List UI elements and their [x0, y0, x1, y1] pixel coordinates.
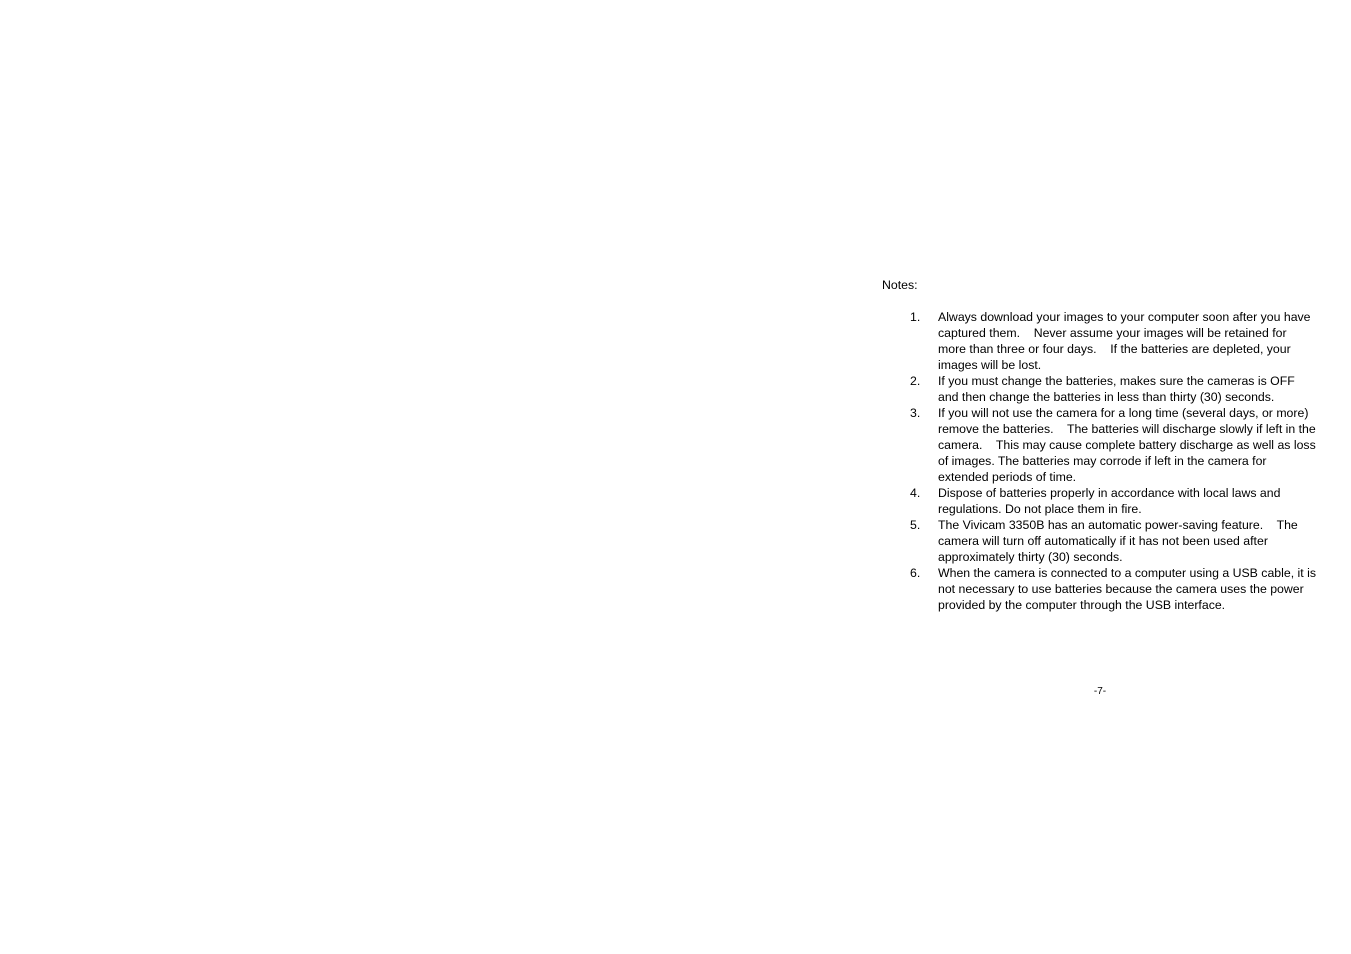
note-text: Always download your images to your computer soon after you have captured them. Never assume your images will be retained for more than three or four days. If the batteries are depleted, your images will be lost. [938, 310, 1314, 372]
note-item-6 [882, 565, 1322, 613]
note-number: 3. [910, 406, 921, 420]
notes-list [882, 309, 1322, 613]
note-text: If you must change the batteries, makes sure the cameras is OFF and then change the batteries in less than thirty (30) seconds. [938, 374, 1299, 404]
note-text: The Vivicam 3350B has an automatic power-saving feature. The camera will turn off automatically if it has not been used after approximately thirty (30) seconds. [938, 518, 1302, 564]
note-item-3 [882, 405, 1322, 485]
note-item-4 [882, 485, 1322, 517]
notes-section [882, 277, 1322, 613]
note-text: If you will not use the camera for a long time (several days, or more) remove the batteries. The batteries will discharge slowly if left in the camera. This may cause complete battery discharge as well as loss of images. The batteries may corrode if left in the camera for extended periods of time. [938, 406, 1320, 484]
note-number: 1. [910, 310, 921, 324]
note-text: Dispose of batteries properly in accordance with local laws and regulations. Do not place them in fire. [938, 486, 1284, 516]
note-number: 6. [910, 566, 921, 580]
note-item-1 [882, 309, 1322, 373]
note-number: 5. [910, 518, 921, 532]
note-number: 2. [910, 374, 921, 388]
notes-heading: Notes: [882, 278, 918, 292]
note-text: When the camera is connected to a computer using a USB cable, it is not necessary to use batteries because the camera uses the power provided by the computer through the USB interface. [938, 566, 1320, 612]
note-number: 4. [910, 486, 921, 500]
note-item-2 [882, 373, 1322, 405]
page-number: -7- [1093, 686, 1107, 697]
note-item-5 [882, 517, 1322, 565]
